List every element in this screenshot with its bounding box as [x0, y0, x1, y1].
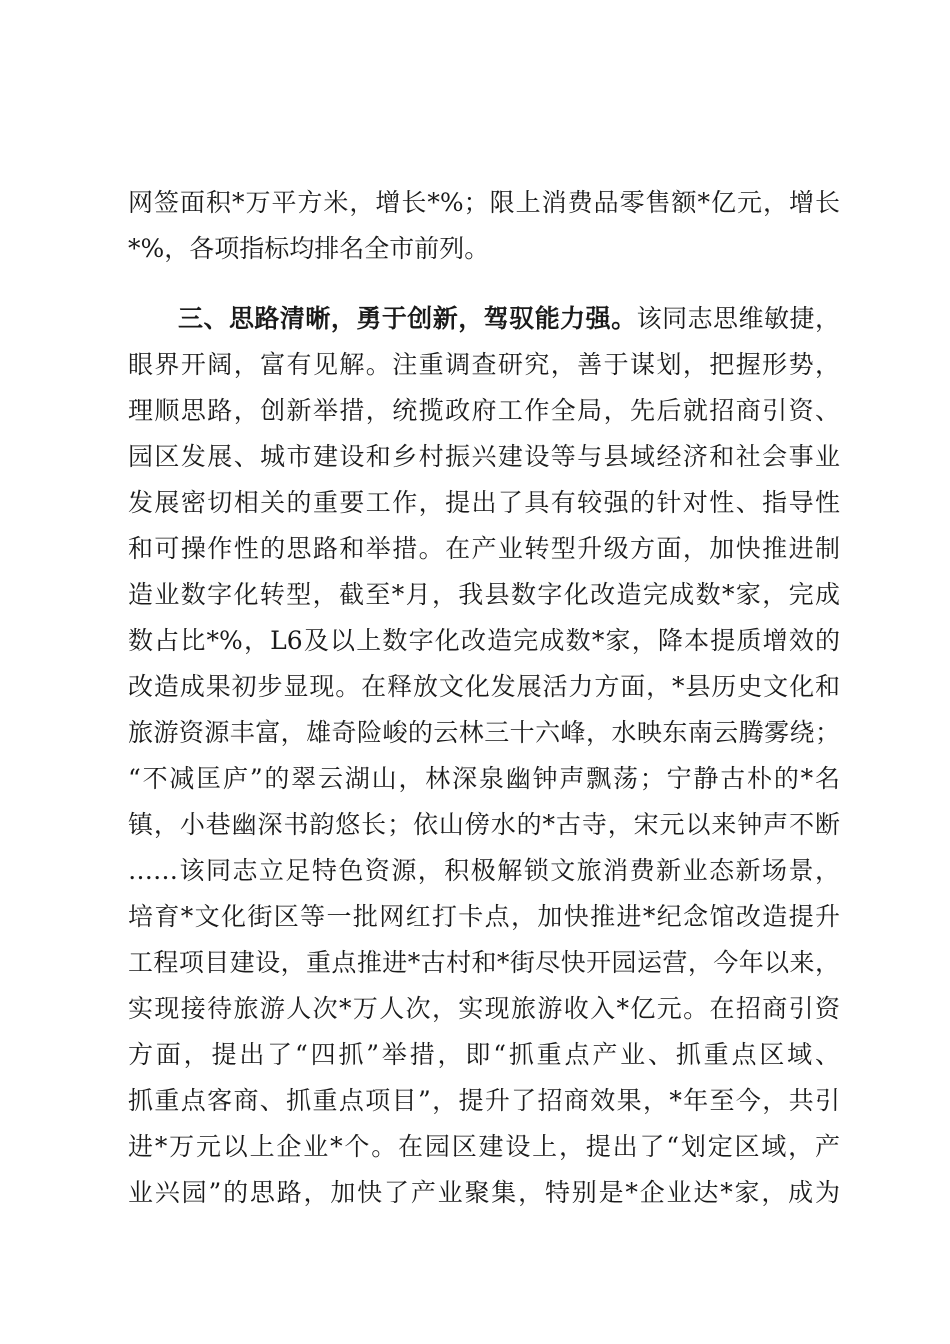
- text-line: 培育*文化街区等一批网红打卡点，加快推进*纪念馆改造提升: [128, 902, 840, 931]
- text-line: 网签面积*万平方米，增长*%；限上消费品零售额*亿元，增长: [128, 188, 840, 217]
- text-line: 工程项目建设，重点推进*古村和*街尽快开园运营，今年以来，: [128, 948, 840, 977]
- text-line: 进*万元以上企业*个。在园区建设上，提出了“划定区域，产: [128, 1132, 840, 1161]
- text-line: “不减匡庐”的翠云湖山，林深泉幽钟声飘荡；宁静古朴的*名: [128, 764, 840, 793]
- text-line: 理顺思路，创新举措，统揽政府工作全局，先后就招商引资、: [128, 396, 840, 425]
- text-line: 实现接待旅游人次*万人次，实现旅游收入*亿元。在招商引资: [128, 994, 840, 1023]
- document-body: [128, 180, 840, 1216]
- text-line: 改造成果初步显现。在释放文化发展活力方面，*县历史文化和: [128, 672, 840, 701]
- text-line: 方面，提出了“四抓”举措，即“抓重点产业、抓重点区域、: [128, 1040, 840, 1069]
- section-heading: 三、思路清晰，勇于创新，驾驭能力强。: [178, 304, 637, 333]
- text-line: 发展密切相关的重要工作，提出了具有较强的针对性、指导性: [128, 488, 840, 517]
- text-line: 园区发展、城市建设和乡村振兴建设等与县域经济和社会事业: [128, 442, 840, 471]
- paragraph-gap: [128, 272, 840, 296]
- text-line: *%，各项指标均排名全市前列。: [128, 234, 490, 263]
- text-line: 和可操作性的思路和举措。在产业转型升级方面，加快推进制: [128, 534, 840, 563]
- text-line: 抓重点客商、抓重点项目”，提升了招商效果，*年至今，共引: [128, 1086, 840, 1115]
- text-line: 镇，小巷幽深书韵悠长；依山傍水的*古寺，宋元以来钟声不断: [128, 810, 840, 839]
- text-fragment: 该同志思维敏捷，: [636, 304, 840, 333]
- text-line: ……该同志立足特色资源，积极解锁文旅消费新业态新场景，: [128, 856, 840, 885]
- text-line: 业兴园”的思路，加快了产业聚集，特别是*企业达*家，成为: [128, 1178, 840, 1207]
- text-line: 旅游资源丰富，雄奇险峻的云林三十六峰，水映东南云腾雾绕；: [128, 718, 840, 747]
- text-line: 眼界开阔，富有见解。注重调查研究，善于谋划，把握形势，: [128, 350, 840, 379]
- text-line: 数占比*%，L6及以上数字化改造完成数*家，降本提质增效的: [128, 626, 840, 655]
- paragraph-first-line: [128, 296, 840, 342]
- text-line: 造业数字化转型，截至*月，我县数字化改造完成数*家，完成: [128, 580, 840, 609]
